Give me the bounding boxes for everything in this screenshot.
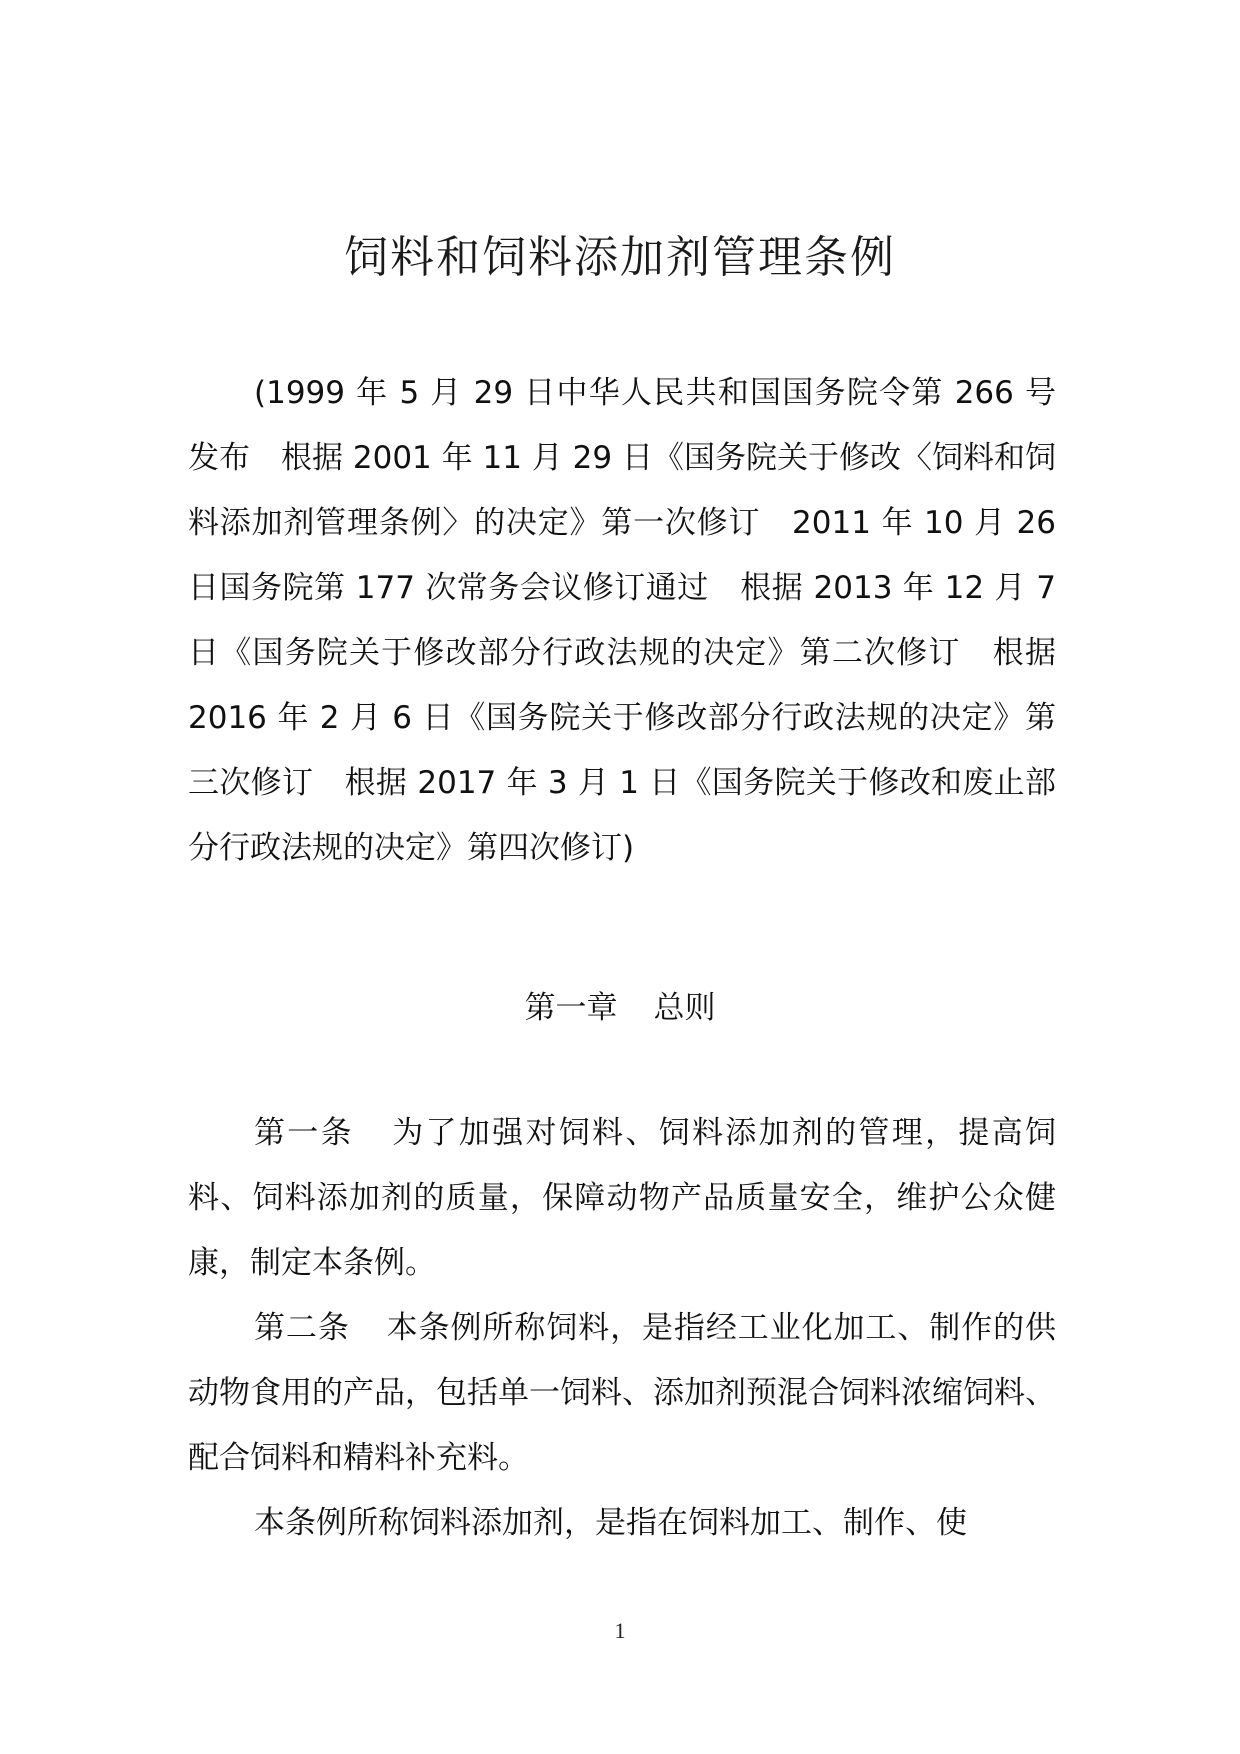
article-2 (188, 1296, 1056, 1491)
chapter-heading (0, 976, 1240, 1041)
article-1-number: 第一条 (254, 1115, 354, 1151)
page-number: 1 (614, 1618, 626, 1643)
article-2-text: 本条例所称饲料，是指经工业化加工、制作的供动物食用的产品，包括单一饲料、添加剂预混合饲料浓缩饲料、配合饲料和精料补充料。 (188, 1310, 1056, 1476)
article-2-continuation: 本条例所称饲料添加剂，是指在饲料加工、制作、使 (254, 1505, 967, 1541)
chapter-name: 总则 (653, 990, 716, 1026)
preamble-paragraph: (1999 年 5 月 29 日中华人民共和国国务院令第 266 号发布 根据 2001 年 11 月 29 日《国务院关于修改〈饲料和饲料添加剂管理条例〉的决定》第一次修订 2011 年 10 月 26 日国务院第 177 次常务会议修订通过 根据 2013 年 12 月 7 日《国务院关于修改部分行政法规的决定》第二次修订 根据 2016 年 2 月 6 日《国务院关于修改部分行政法规的决定》第三次修订 根据 2017 年 3 月 1 日《国务院关于修改和废止部分行政法规的决定》第四次修订) (188, 375, 1056, 866)
article-2-number: 第二条 (254, 1310, 350, 1346)
articles-section (188, 1101, 1056, 1556)
article-1 (188, 1101, 1056, 1296)
article-1-text: 为了加强对饲料、饲料添加剂的管理，提高饲料、饲料添加剂的质量，保障动物产品质量安全，维护公众健康，制定本条例。 (188, 1115, 1057, 1281)
chapter-number: 第一章 (524, 990, 618, 1026)
document-title: 饲料和饲料添加剂管理条例 (344, 232, 896, 283)
